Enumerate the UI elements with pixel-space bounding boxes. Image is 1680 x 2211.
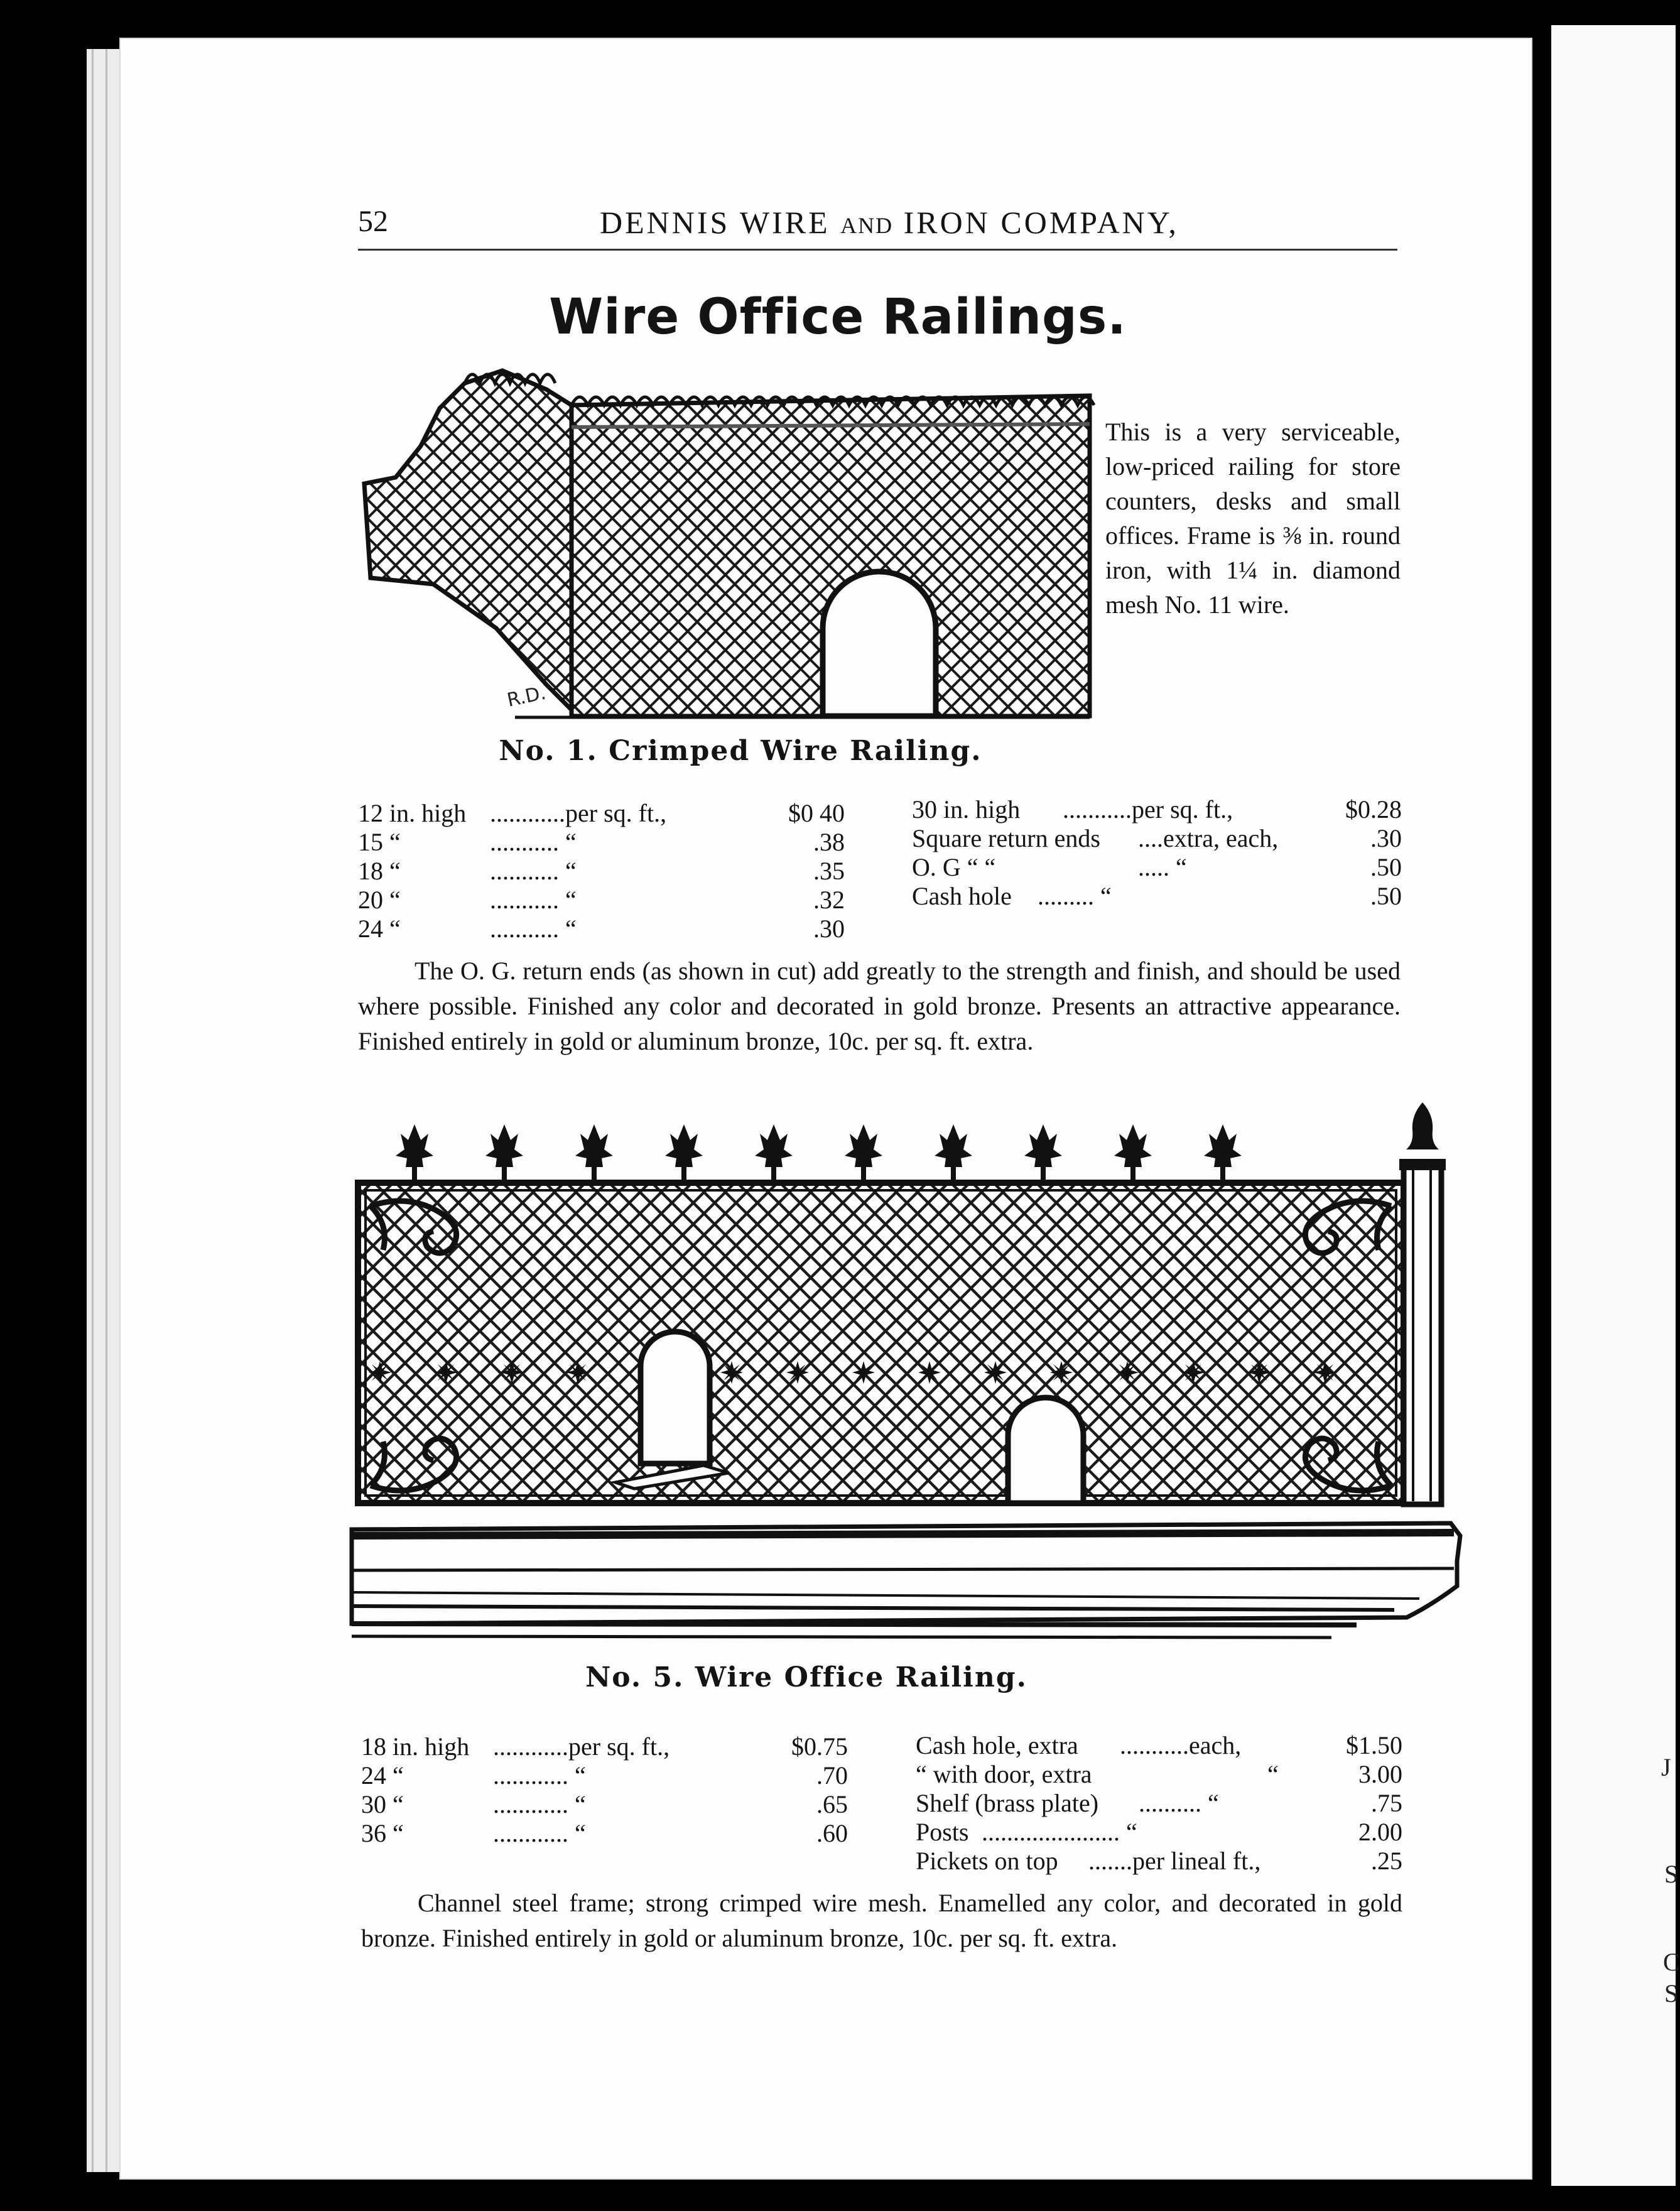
railing-5-prices-left [361,1732,848,1848]
edge-letter: S [1664,1860,1679,1888]
price-row: 15 “ ........... “ .38 [358,828,845,856]
price-row: 24 “ ............ “ .70 [361,1761,848,1790]
price-row: Square return ends ....extra, each, .30 [912,824,1402,852]
railing-1-note: The O. G. return ends (as shown in cut) add greatly to the strength and finish, and should be used where possible. Finished any color and decorated in gold bronze. Presents an attractive appearance. Finished entirely in gold or aluminum bronze, 10c. per sq. ft. extra. [358,957,1401,1055]
price-row: Pickets on top .......per lineal ft., .25 [916,1847,1402,1875]
facing-page-sliver [1551,25,1680,2186]
price-row: 18 in. high ............per sq. ft., $0.75 [361,1732,848,1761]
price-row: 20 “ ........... “ .32 [358,886,845,914]
running-head-title: DENNIS WIRE AND IRON COMPANY, [600,205,1179,240]
price-row: 30 in. high ...........per sq. ft., $0.28 [912,795,1402,823]
price-row: 12 in. high ............per sq. ft., $0 40 [358,799,845,827]
price-row: Cash hole, extra ...........each, $1.50 [916,1731,1402,1759]
crimped-wire-railing-illustration [358,358,1093,729]
railing-5-note: Channel steel frame; strong crimped wire mesh. Enamelled any color, and decorated in gold bronze. Finished entirely in gold or aluminum bronze, 10c. per sq. ft. extra. [361,1889,1402,1952]
price-row: Shelf (brass plate) .......... “ .75 [916,1789,1402,1817]
railing-5-caption: No. 5. Wire Office Railing. [585,1661,1027,1693]
page-title: Wire Office Railings. [549,289,1127,345]
railing-1-description: This is a very serviceable, low-priced railing for store counters, desks and small offices. Frame is ⅜ in. round iron, with 1¼ in. diamond mesh No. 11 wire. [1105,418,1401,619]
price-row: 36 “ ............ “ .60 [361,1819,848,1847]
edge-letter: S [1664,1979,1679,2007]
edge-letter: C [1663,1948,1680,1976]
railing-1-prices-right [912,795,1402,911]
price-row: “ with door, extra “ 3.00 [916,1760,1402,1788]
wire-office-railing-illustration [352,1096,1460,1649]
price-row: 18 “ ........... “ .35 [358,857,845,885]
price-row: Posts ...................... “ 2.00 [916,1818,1402,1846]
price-row: 30 “ ............ “ .65 [361,1790,848,1818]
engraver-signature: R.D. [505,682,548,712]
price-row: 24 “ ........... “ .30 [358,915,845,943]
railing-1-caption: No. 1. Crimped Wire Railing. [499,735,982,767]
page-number: 52 [358,205,388,238]
price-row: Cash hole ......... “ .50 [912,882,1402,910]
railing-1-prices-left [358,799,845,943]
price-row: O. G “ “ ..... “ .50 [912,853,1402,881]
railing-5-prices-right [916,1731,1402,1876]
running-head [358,204,1394,254]
head-rule [358,249,1397,251]
edge-letter: J [1661,1753,1671,1781]
